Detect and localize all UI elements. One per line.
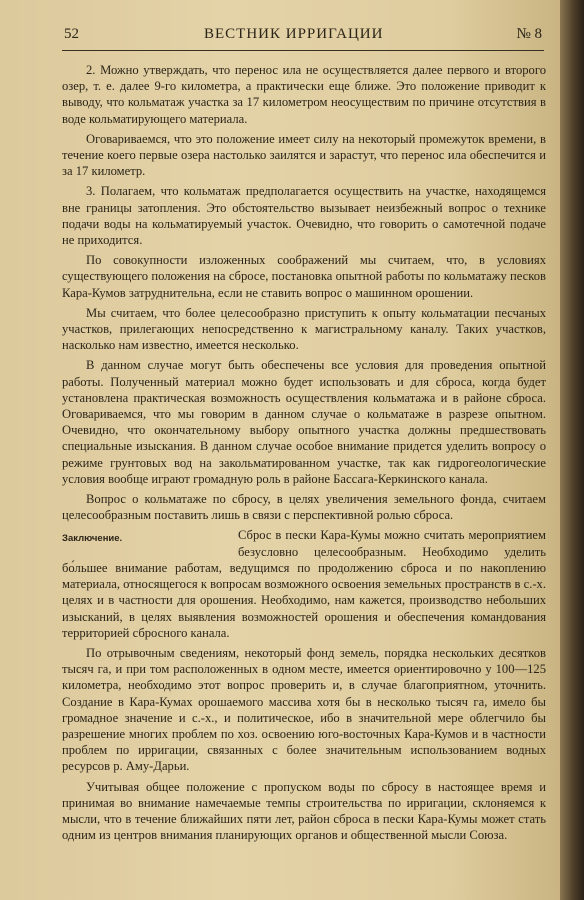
journal-title: ВЕСТНИК ИРРИГАЦИИ xyxy=(204,26,384,42)
paragraph: Учитывая общее положение с пропуском воды по сбросу в настоящее время и принимая во внимание намечаемые темпы строительства по ирригации, склоняемся к мысли, что в течение ближайших пяти лет, район сброса в пески Кара-Кумы может стать одним из центров внимания планирующих органов и общественной мысли Союза. xyxy=(62,779,546,843)
paragraph: Мы считаем, что более целесообразно приступить к опыту кольматации песчаных участков, прилегающих непосредственно к магистральному каналу. Таких участков, насколько нам известно, имеется несколько. xyxy=(62,305,546,353)
book-spine-shadow xyxy=(560,0,584,900)
conclusion-text: Сброс в пески Кара-Кумы можно считать мероприятием безусловно целесообразным. Необходимо уделить бо́льшее внимание работам, ведущимся по продолжению сброса и по накоплению материала, относящегося к вопросам возможного освоения земельных пространств в с.-х. целях и в частности для орошения. Необходимо, нам кажется, производство небольших изысканий, в целях выявления возможностей орошения и обеспечения командования территорией сбросного канала. xyxy=(62,528,546,640)
paragraph: Оговариваемся, что это положение имеет силу на некоторый промежуток времени, в течение коего первые озера настолько заилятся и зарастут, что перенос ила обеспечится и за 17 километр. xyxy=(62,131,546,179)
page-number: 52 xyxy=(64,26,79,42)
paragraph: 3. Полагаем, что кольматаж предполагается осуществить на участке, находящемся вне границы затопления. Это обстоятельство вызывает неизбежный вопрос о технике подачи воды на кольматируемый участок. Очевидно, что говорить о самотечной подаче не приходится. xyxy=(62,184,546,248)
paragraph: По отрывочным сведениям, некоторый фонд земель, порядка нескольких десятков тысяч га, и при том расположенных в одном месте, имеется ориентировочно у 100—125 километра, необходимо этот вопрос проверить и, в случае благоприятном, уточнить. Создание в Кара-Кумах орошаемого массива хотя бы в несколько тысяч га, имело бы громадное значение и с.-х., и политическое, ибо в значительной мере облегчило бы разрешение многих проблем по хоз. освоению юго-восточных Кара-Кумов и в частности проблем по ирригации, связанных с более значительным использованием водных ресурсов р. Аму-Дарьи. xyxy=(62,645,546,774)
page-header xyxy=(64,26,542,48)
paragraph: 2. Можно утверждать, что перенос ила не осуществляется далее первого и второго озер, т. е. далее 9-го километра, а практически еще ближе. Это положение приводит к выводу, что кольматаж участка за 17 километром неосуществим по причине отсутствия в воде кольматирующего материала. xyxy=(62,63,546,126)
paragraph: По совокупности изложенных соображений мы считаем, что, в условиях существующего положения на сбросе, постановка опытной работы по кольматажу песков Кара-Кумов затруднительна, если не ставить вопрос о машинном орошении. xyxy=(62,253,546,300)
header-rule xyxy=(62,50,544,51)
issue-number: № 8 xyxy=(516,26,542,42)
article-body xyxy=(62,62,546,847)
paragraph: Вопрос о кольматаже по сбросу, в целях увеличения земельного фонда, считаем целесообразным поставить лишь в связи с перспективной ролью сброса. xyxy=(62,492,546,523)
paragraph: В данном случае могут быть обеспечены все условия для проведения опытной работы. Полученный материал можно будет использовать и для сброса, когда будет установлена практическая возможность осуществления кольматажа и в районе сброса. Оговариваемся, что мы говорим в данном случае о кольматаже в разрезе опытном. Очевидно, что окончательному выбору опытного участка должны предшествовать специальные изыскания. В данном случае особое внимание придется уделить вопросу о режиме грунтовых вод на закольматированном участке, так как гидрогеологические условия вообще играют громадную роль в районе Бассага-Керкинского канала. xyxy=(62,358,546,486)
conclusion-label: Заключение. xyxy=(62,533,123,545)
conclusion-paragraph xyxy=(62,527,546,640)
